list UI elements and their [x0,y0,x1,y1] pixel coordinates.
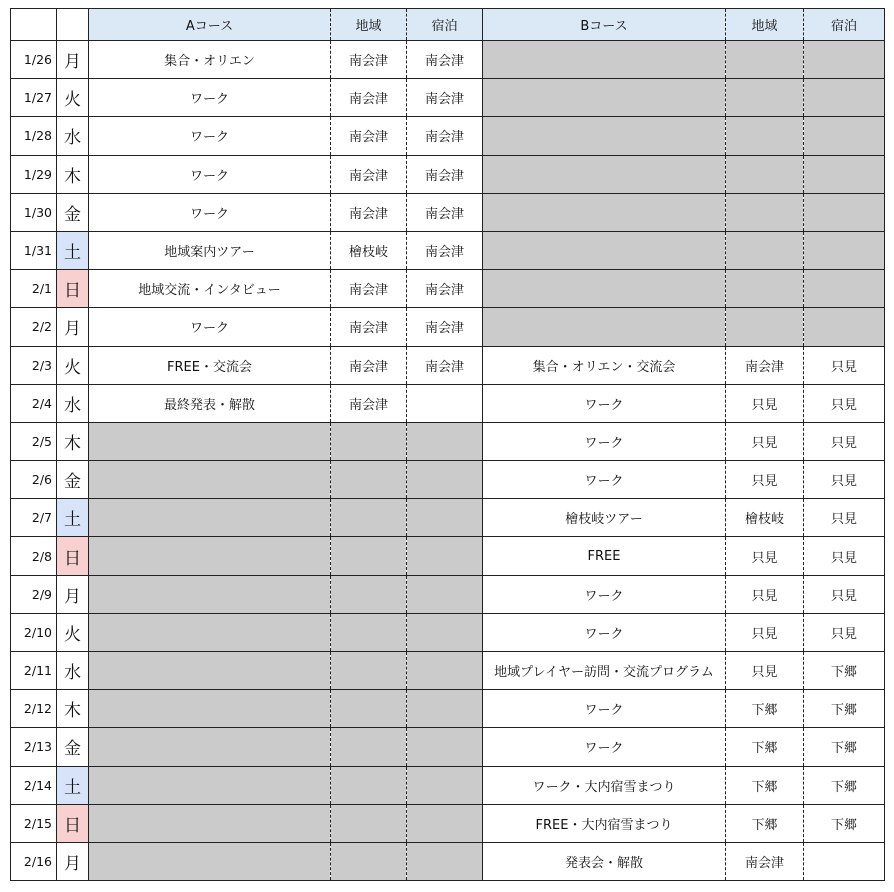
course-a-region: 南会津 [331,308,407,346]
course-a-region [331,842,407,880]
course-a-lodging [407,537,483,575]
course-b-activity: ワーク [483,728,726,766]
course-a-activity [89,804,331,842]
course-a-region [331,537,407,575]
course-a-activity [89,422,331,460]
date-cell: 2/6 [11,461,57,499]
course-b-activity: FREE [483,537,726,575]
course-b-region [726,79,804,117]
course-a-lodging: 南会津 [407,308,483,346]
course-a-lodging [407,842,483,880]
date-cell: 1/30 [11,193,57,231]
course-b-lodging: 只見 [804,422,885,460]
course-b-lodging [804,231,885,269]
course-a-lodging: 南会津 [407,346,483,384]
weekday-cell: 水 [57,117,89,155]
schedule-row [11,575,885,613]
date-cell: 1/31 [11,231,57,269]
course-b-region: 下郷 [726,766,804,804]
course-b-activity: ワーク [483,384,726,422]
course-a-region: 檜枝岐 [331,231,407,269]
schedule-row [11,308,885,346]
course-b-region: 只見 [726,384,804,422]
course-a-lodging: 南会津 [407,231,483,269]
course-b-activity: 地域プレイヤー訪問・交流プログラム [483,652,726,690]
schedule-row [11,384,885,422]
course-a-region [331,613,407,651]
course-b-lodging [804,308,885,346]
weekday-cell: 木 [57,422,89,460]
course-b-region [726,155,804,193]
date-cell: 2/10 [11,613,57,651]
schedule-row [11,804,885,842]
course-b-region: 南会津 [726,842,804,880]
course-a-activity [89,613,331,651]
weekday-cell: 土 [57,499,89,537]
course-b-lodging: 下郷 [804,690,885,728]
course-b-lodging: 下郷 [804,766,885,804]
course-b-region: 只見 [726,652,804,690]
course-a-lodging [407,766,483,804]
course-b-lodging [804,117,885,155]
weekday-cell: 火 [57,346,89,384]
course-a-region: 南会津 [331,193,407,231]
course-a-activity: ワーク [89,308,331,346]
schedule-row [11,155,885,193]
header-row [11,9,885,41]
weekday-cell: 水 [57,384,89,422]
schedule-table [10,8,885,881]
course-a-lodging: 南会津 [407,79,483,117]
course-b-lodging [804,155,885,193]
course-b-lodging: 只見 [804,613,885,651]
date-cell: 2/7 [11,499,57,537]
schedule-row [11,690,885,728]
course-b-activity: ワーク [483,575,726,613]
course-b-activity [483,155,726,193]
course-a-activity: ワーク [89,117,331,155]
course-b-activity [483,41,726,79]
schedule-row [11,461,885,499]
date-cell: 1/26 [11,41,57,79]
course-a-lodging [407,804,483,842]
course-b-lodging [804,193,885,231]
course-a-lodging: 南会津 [407,270,483,308]
course-a-region: 南会津 [331,270,407,308]
schedule-row [11,499,885,537]
course-b-region: 只見 [726,422,804,460]
course-a-activity [89,728,331,766]
course-b-region [726,117,804,155]
course-a-lodging [407,613,483,651]
date-cell: 2/16 [11,842,57,880]
course-a-region: 南会津 [331,117,407,155]
course-b-lodging: 下郷 [804,652,885,690]
weekday-cell: 金 [57,461,89,499]
course-b-activity: ワーク・大内宿雪まつり [483,766,726,804]
header-b-lodging: 宿泊 [804,9,885,41]
header-course-b: Bコース [483,9,726,41]
course-a-region: 南会津 [331,155,407,193]
course-b-activity [483,79,726,117]
date-cell: 2/1 [11,270,57,308]
course-b-lodging: 下郷 [804,728,885,766]
schedule-row [11,422,885,460]
schedule-row [11,613,885,651]
weekday-cell: 火 [57,79,89,117]
course-b-activity: FREE・大内宿雪まつり [483,804,726,842]
course-a-lodging: 南会津 [407,117,483,155]
course-b-lodging: 只見 [804,384,885,422]
weekday-cell: 木 [57,155,89,193]
course-a-lodging: 南会津 [407,193,483,231]
course-a-region [331,804,407,842]
schedule-row [11,766,885,804]
course-a-region [331,652,407,690]
schedule-row [11,842,885,880]
course-a-lodging: 南会津 [407,155,483,193]
course-b-region [726,270,804,308]
course-b-region: 下郷 [726,728,804,766]
course-b-activity [483,270,726,308]
course-b-region: 只見 [726,461,804,499]
header-course-a: Aコース [89,9,331,41]
course-b-lodging [804,79,885,117]
course-a-lodging: 南会津 [407,41,483,79]
course-a-activity: ワーク [89,155,331,193]
course-a-activity [89,766,331,804]
course-b-lodging: 只見 [804,461,885,499]
course-b-lodging [804,842,885,880]
weekday-cell: 月 [57,308,89,346]
course-a-region [331,728,407,766]
header-blank-dow [57,9,89,41]
weekday-cell: 日 [57,804,89,842]
course-b-region [726,231,804,269]
course-b-activity [483,193,726,231]
course-b-activity [483,231,726,269]
course-b-region [726,193,804,231]
course-a-region: 南会津 [331,79,407,117]
course-b-lodging [804,41,885,79]
course-a-activity: 集合・オリエン [89,41,331,79]
date-cell: 2/5 [11,422,57,460]
date-cell: 1/29 [11,155,57,193]
header-blank-date [11,9,57,41]
course-b-region [726,41,804,79]
course-b-activity: ワーク [483,613,726,651]
weekday-cell: 日 [57,537,89,575]
course-a-region [331,766,407,804]
course-b-region: 南会津 [726,346,804,384]
course-a-activity: 地域案内ツアー [89,231,331,269]
weekday-cell: 日 [57,270,89,308]
course-a-activity [89,690,331,728]
course-a-lodging [407,575,483,613]
course-b-region: 檜枝岐 [726,499,804,537]
date-cell: 2/13 [11,728,57,766]
schedule-row [11,270,885,308]
weekday-cell: 火 [57,613,89,651]
schedule-row [11,346,885,384]
schedule-row [11,41,885,79]
date-cell: 2/2 [11,308,57,346]
course-a-activity: ワーク [89,79,331,117]
schedule-row [11,728,885,766]
course-a-region [331,499,407,537]
weekday-cell: 木 [57,690,89,728]
course-a-region [331,461,407,499]
header-b-region: 地域 [726,9,804,41]
date-cell: 2/14 [11,766,57,804]
course-a-activity: FREE・交流会 [89,346,331,384]
course-a-activity [89,652,331,690]
schedule-row [11,652,885,690]
course-a-activity [89,461,331,499]
schedule-row [11,537,885,575]
course-b-activity: 発表会・解散 [483,842,726,880]
course-a-region [331,575,407,613]
course-b-region: 只見 [726,537,804,575]
course-b-activity: ワーク [483,690,726,728]
header-a-region: 地域 [331,9,407,41]
weekday-cell: 土 [57,766,89,804]
header-a-lodging: 宿泊 [407,9,483,41]
course-a-activity: ワーク [89,193,331,231]
schedule-row [11,117,885,155]
course-a-region: 南会津 [331,384,407,422]
course-a-lodging [407,499,483,537]
course-b-activity [483,117,726,155]
schedule-row [11,79,885,117]
course-a-region [331,422,407,460]
weekday-cell: 土 [57,231,89,269]
course-a-activity [89,575,331,613]
weekday-cell: 月 [57,842,89,880]
course-b-activity: ワーク [483,422,726,460]
weekday-cell: 金 [57,193,89,231]
schedule-row [11,231,885,269]
course-a-activity: 最終発表・解散 [89,384,331,422]
date-cell: 2/11 [11,652,57,690]
date-cell: 2/15 [11,804,57,842]
date-cell: 2/12 [11,690,57,728]
weekday-cell: 月 [57,575,89,613]
date-cell: 1/27 [11,79,57,117]
course-a-region: 南会津 [331,346,407,384]
weekday-cell: 水 [57,652,89,690]
course-a-activity [89,842,331,880]
course-a-lodging [407,652,483,690]
course-b-region: 下郷 [726,690,804,728]
schedule-row [11,193,885,231]
course-a-lodging [407,384,483,422]
course-b-lodging [804,270,885,308]
course-a-activity [89,499,331,537]
date-cell: 2/9 [11,575,57,613]
course-b-activity: 集合・オリエン・交流会 [483,346,726,384]
course-b-lodging: 下郷 [804,804,885,842]
course-b-lodging: 只見 [804,537,885,575]
date-cell: 2/3 [11,346,57,384]
course-a-lodging [407,461,483,499]
date-cell: 1/28 [11,117,57,155]
weekday-cell: 月 [57,41,89,79]
course-b-activity [483,308,726,346]
course-b-lodging: 只見 [804,575,885,613]
date-cell: 2/4 [11,384,57,422]
course-a-region: 南会津 [331,41,407,79]
course-b-lodging: 只見 [804,346,885,384]
course-a-activity [89,537,331,575]
course-a-lodging [407,422,483,460]
course-a-lodging [407,728,483,766]
course-b-activity: 檜枝岐ツアー [483,499,726,537]
course-a-region [331,690,407,728]
course-a-lodging [407,690,483,728]
course-a-activity: 地域交流・インタビュー [89,270,331,308]
course-b-activity: ワーク [483,461,726,499]
course-b-region [726,308,804,346]
weekday-cell: 金 [57,728,89,766]
course-b-region: 下郷 [726,804,804,842]
course-b-region: 只見 [726,575,804,613]
course-b-lodging: 只見 [804,499,885,537]
date-cell: 2/8 [11,537,57,575]
course-b-region: 只見 [726,613,804,651]
